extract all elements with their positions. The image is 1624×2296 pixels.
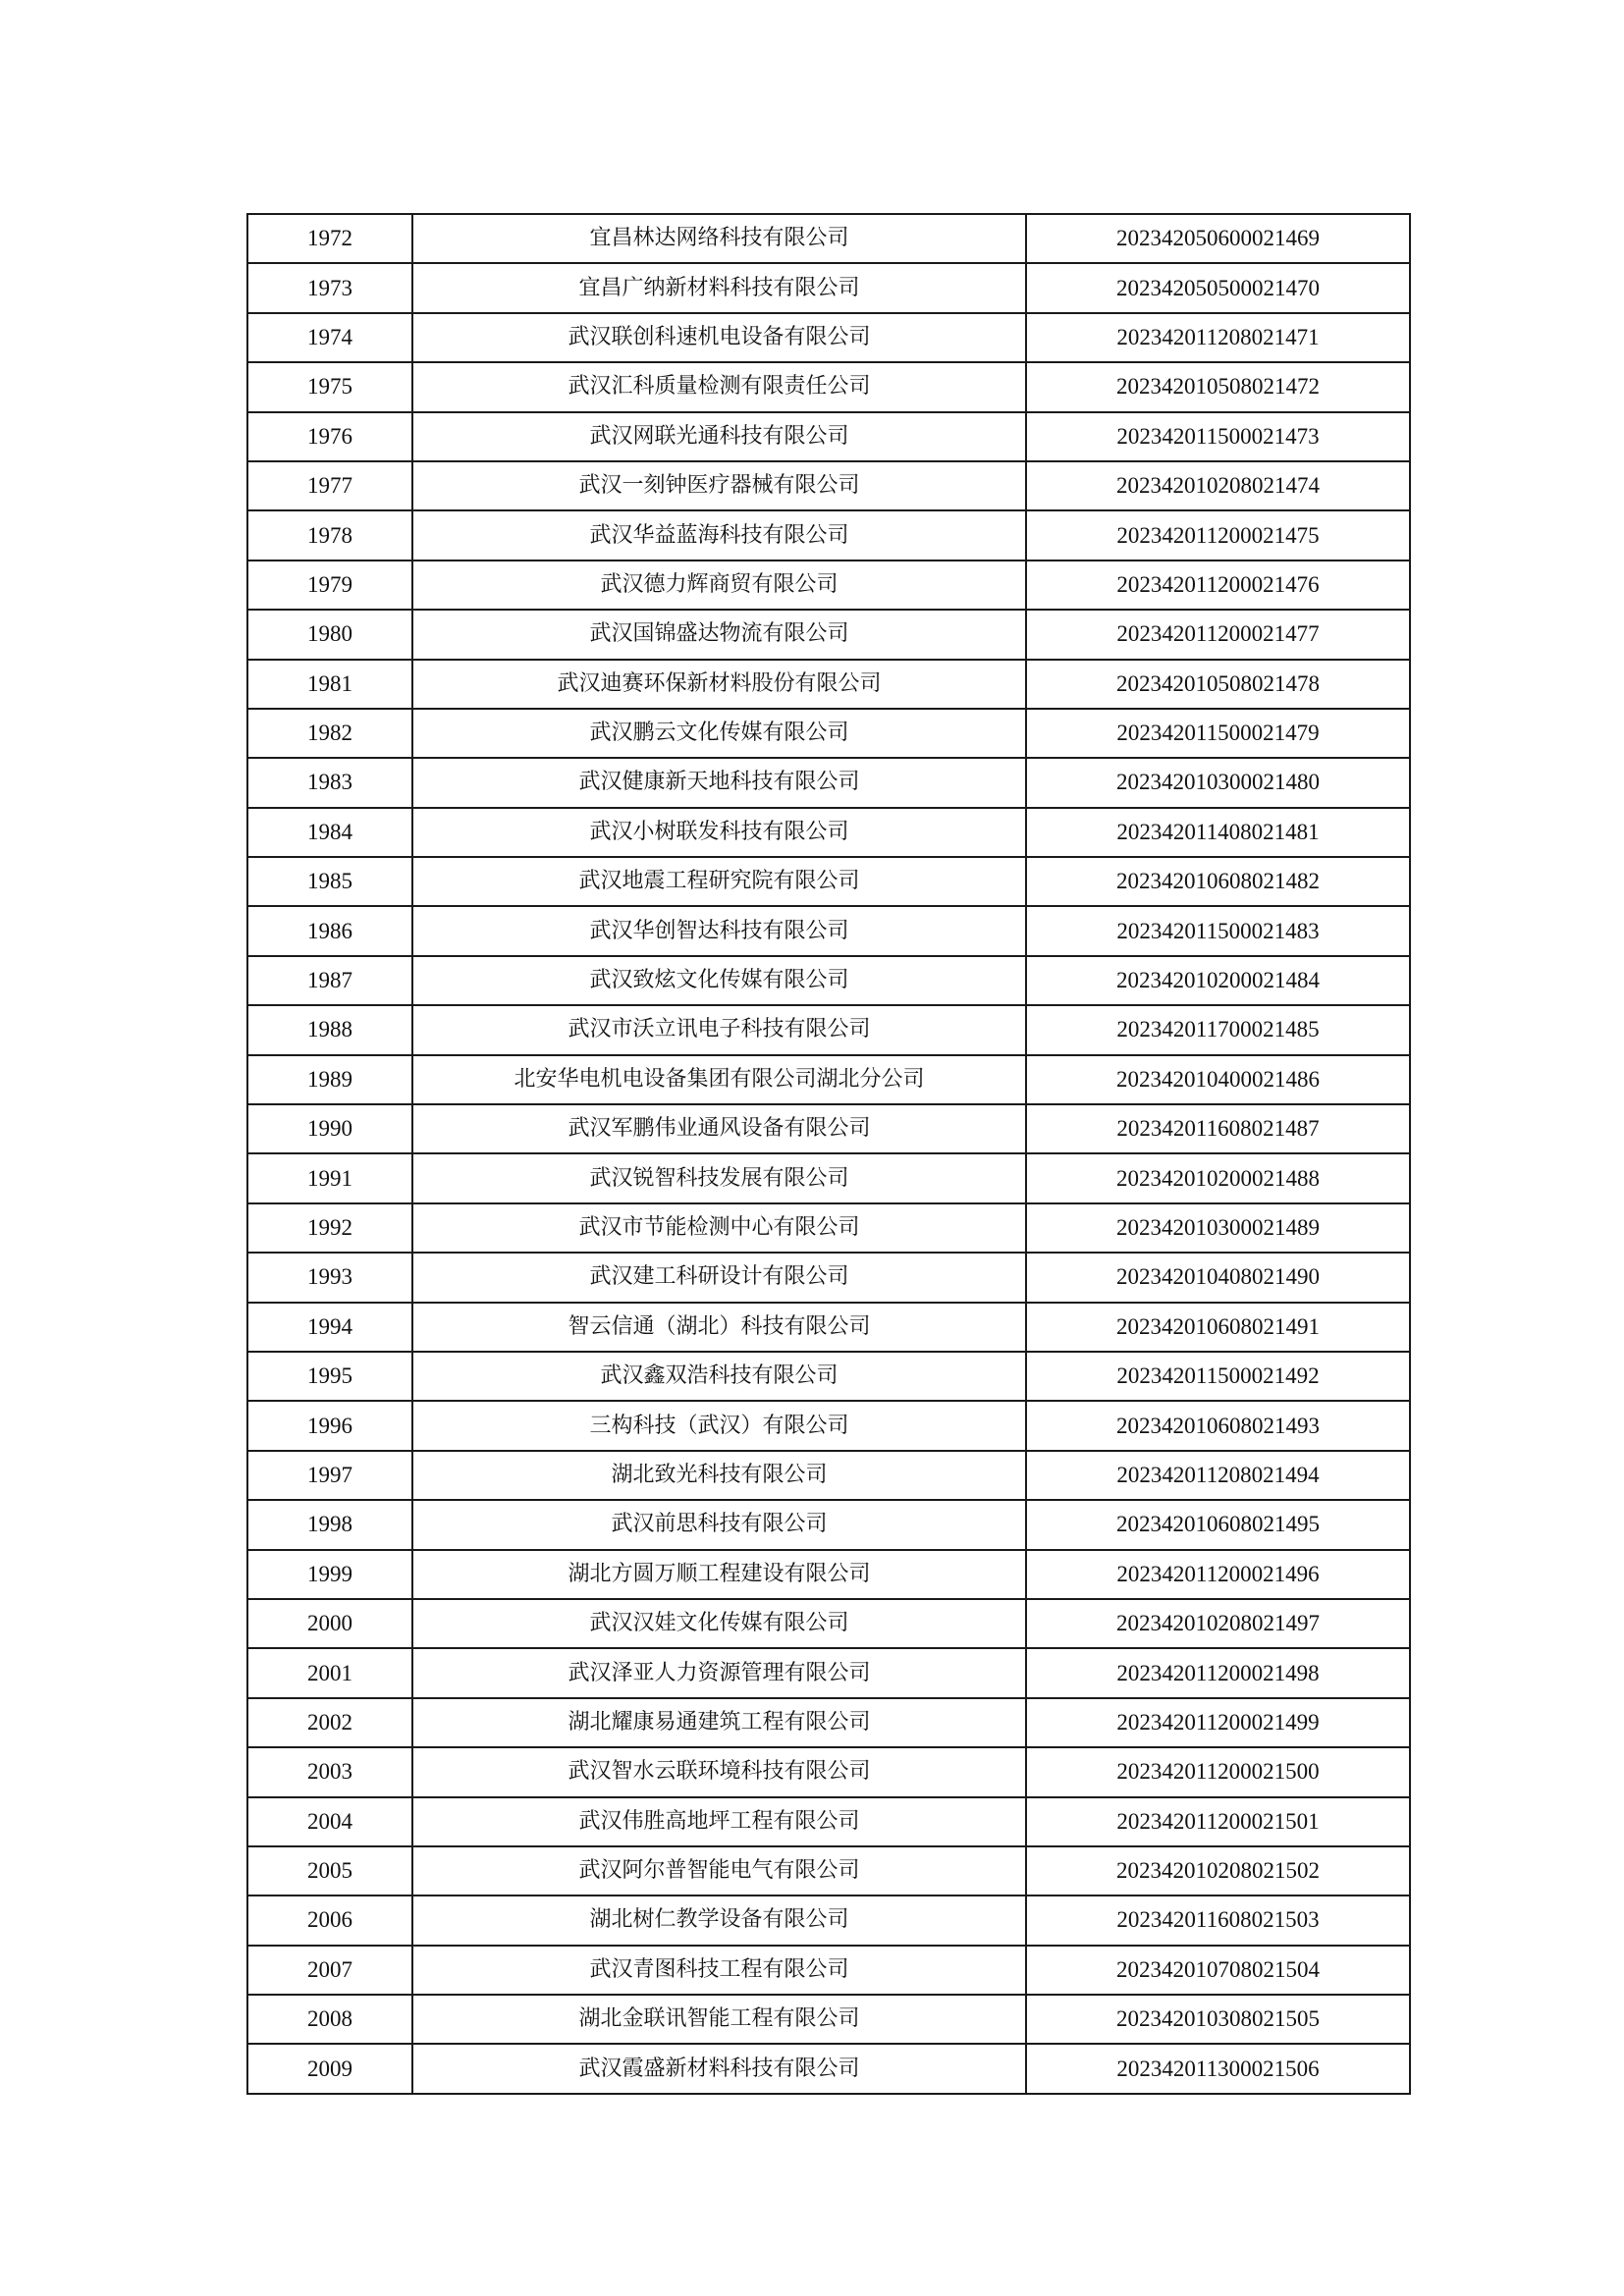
registration-code-cell: 202342010708021504 (1026, 1946, 1410, 1995)
serial-number-cell: 1974 (247, 313, 412, 362)
table-row (247, 461, 1410, 510)
table-row (247, 1550, 1410, 1599)
registration-code-cell: 202342011200021475 (1026, 510, 1410, 560)
company-name-cell: 武汉联创科速机电设备有限公司 (412, 313, 1026, 362)
table-row (247, 1055, 1410, 1104)
registration-code-cell: 202342011200021500 (1026, 1747, 1410, 1796)
serial-number-cell: 2006 (247, 1896, 412, 1945)
company-name-cell: 武汉锐智科技发展有限公司 (412, 1153, 1026, 1202)
table-row (247, 1401, 1410, 1450)
company-name-cell: 湖北树仁教学设备有限公司 (412, 1896, 1026, 1945)
table-row (247, 1303, 1410, 1352)
company-name-cell: 宜昌广纳新材料科技有限公司 (412, 263, 1026, 312)
registration-code-cell: 202342010608021482 (1026, 857, 1410, 906)
company-name-cell: 武汉市节能检测中心有限公司 (412, 1203, 1026, 1253)
serial-number-cell: 1978 (247, 510, 412, 560)
table-row (247, 1648, 1410, 1697)
table-row (247, 660, 1410, 709)
table-row (247, 610, 1410, 659)
serial-number-cell: 1994 (247, 1303, 412, 1352)
table-row (247, 956, 1410, 1005)
table-row (247, 1599, 1410, 1648)
registration-code-cell: 202342010300021489 (1026, 1203, 1410, 1253)
company-name-cell: 武汉青图科技工程有限公司 (412, 1946, 1026, 1995)
table-row (247, 1896, 1410, 1945)
serial-number-cell: 1977 (247, 461, 412, 510)
table-row (247, 1500, 1410, 1549)
company-name-cell: 武汉霞盛新材料科技有限公司 (412, 2044, 1026, 2093)
company-name-cell: 湖北耀康易通建筑工程有限公司 (412, 1698, 1026, 1747)
company-name-cell: 武汉阿尔普智能电气有限公司 (412, 1846, 1026, 1896)
serial-number-cell: 1987 (247, 956, 412, 1005)
company-name-cell: 武汉建工科研设计有限公司 (412, 1253, 1026, 1302)
registration-code-cell: 202342011608021503 (1026, 1896, 1410, 1945)
serial-number-cell: 1975 (247, 362, 412, 411)
company-name-cell: 武汉华创智达科技有限公司 (412, 906, 1026, 955)
registration-code-cell: 202342010408021490 (1026, 1253, 1410, 1302)
serial-number-cell: 1976 (247, 412, 412, 461)
company-name-cell: 武汉市沃立讯电子科技有限公司 (412, 1005, 1026, 1054)
table-row (247, 1797, 1410, 1846)
registration-code-cell: 202342011408021481 (1026, 808, 1410, 857)
company-name-cell: 武汉汇科质量检测有限责任公司 (412, 362, 1026, 411)
serial-number-cell: 1997 (247, 1451, 412, 1500)
registration-code-cell: 202342011208021471 (1026, 313, 1410, 362)
table-row (247, 1005, 1410, 1054)
registration-code-cell: 202342010608021495 (1026, 1500, 1410, 1549)
registration-code-cell: 202342011200021477 (1026, 610, 1410, 659)
registration-code-cell: 202342010200021484 (1026, 956, 1410, 1005)
serial-number-cell: 1996 (247, 1401, 412, 1450)
company-name-cell: 武汉地震工程研究院有限公司 (412, 857, 1026, 906)
company-name-cell: 武汉小树联发科技有限公司 (412, 808, 1026, 857)
table-row (247, 1253, 1410, 1302)
company-name-cell: 宜昌林达网络科技有限公司 (412, 214, 1026, 263)
table-row (247, 758, 1410, 807)
table-row (247, 1747, 1410, 1796)
serial-number-cell: 1989 (247, 1055, 412, 1104)
serial-number-cell: 1993 (247, 1253, 412, 1302)
company-name-cell: 武汉一刻钟医疗器械有限公司 (412, 461, 1026, 510)
registration-code-cell: 202342011208021494 (1026, 1451, 1410, 1500)
registration-code-cell: 202342011200021476 (1026, 561, 1410, 610)
serial-number-cell: 1991 (247, 1153, 412, 1202)
table-row (247, 510, 1410, 560)
serial-number-cell: 2004 (247, 1797, 412, 1846)
table-row (247, 1153, 1410, 1202)
company-name-cell: 智云信通（湖北）科技有限公司 (412, 1303, 1026, 1352)
serial-number-cell: 1983 (247, 758, 412, 807)
registration-code-cell: 202342011700021485 (1026, 1005, 1410, 1054)
serial-number-cell: 1981 (247, 660, 412, 709)
registration-code-cell: 202342010200021488 (1026, 1153, 1410, 1202)
company-name-cell: 武汉泽亚人力资源管理有限公司 (412, 1648, 1026, 1697)
registration-code-cell: 202342010208021474 (1026, 461, 1410, 510)
serial-number-cell: 1982 (247, 709, 412, 758)
company-name-cell: 武汉鑫双浩科技有限公司 (412, 1352, 1026, 1401)
table-row (247, 1698, 1410, 1747)
company-name-cell: 武汉德力辉商贸有限公司 (412, 561, 1026, 610)
serial-number-cell: 1999 (247, 1550, 412, 1599)
table-body (247, 214, 1410, 2094)
company-name-cell: 湖北金联讯智能工程有限公司 (412, 1995, 1026, 2044)
serial-number-cell: 1972 (247, 214, 412, 263)
company-list-table (246, 213, 1411, 2095)
company-name-cell: 武汉前思科技有限公司 (412, 1500, 1026, 1549)
registration-code-cell: 202342011200021496 (1026, 1550, 1410, 1599)
registration-code-cell: 202342010508021478 (1026, 660, 1410, 709)
registration-code-cell: 202342050600021469 (1026, 214, 1410, 263)
table-row (247, 906, 1410, 955)
company-name-cell: 武汉汉娃文化传媒有限公司 (412, 1599, 1026, 1648)
serial-number-cell: 2009 (247, 2044, 412, 2093)
table-row (247, 1995, 1410, 2044)
table-row (247, 561, 1410, 610)
table-row (247, 313, 1410, 362)
table-row (247, 1946, 1410, 1995)
registration-code-cell: 202342011500021492 (1026, 1352, 1410, 1401)
serial-number-cell: 2001 (247, 1648, 412, 1697)
company-name-cell: 武汉迪赛环保新材料股份有限公司 (412, 660, 1026, 709)
registration-code-cell: 202342010208021497 (1026, 1599, 1410, 1648)
serial-number-cell: 1984 (247, 808, 412, 857)
company-name-cell: 武汉网联光通科技有限公司 (412, 412, 1026, 461)
table-row (247, 412, 1410, 461)
table-row (247, 808, 1410, 857)
serial-number-cell: 1985 (247, 857, 412, 906)
registration-code-cell: 202342011300021506 (1026, 2044, 1410, 2093)
serial-number-cell: 1973 (247, 263, 412, 312)
serial-number-cell: 1990 (247, 1104, 412, 1153)
registration-code-cell: 202342011500021483 (1026, 906, 1410, 955)
registration-code-cell: 202342010300021480 (1026, 758, 1410, 807)
company-name-cell: 武汉伟胜高地坪工程有限公司 (412, 1797, 1026, 1846)
table-row (247, 1451, 1410, 1500)
table-row (247, 709, 1410, 758)
company-name-cell: 北安华电机电设备集团有限公司湖北分公司 (412, 1055, 1026, 1104)
company-name-cell: 武汉智水云联环境科技有限公司 (412, 1747, 1026, 1796)
serial-number-cell: 2000 (247, 1599, 412, 1648)
serial-number-cell: 1988 (247, 1005, 412, 1054)
registration-code-cell: 202342010208021502 (1026, 1846, 1410, 1896)
registration-code-cell: 202342011200021501 (1026, 1797, 1410, 1846)
registration-code-cell: 202342011200021499 (1026, 1698, 1410, 1747)
registration-code-cell: 202342011500021473 (1026, 412, 1410, 461)
registration-code-cell: 202342010308021505 (1026, 1995, 1410, 2044)
table-row (247, 214, 1410, 263)
company-name-cell: 湖北致光科技有限公司 (412, 1451, 1026, 1500)
serial-number-cell: 1986 (247, 906, 412, 955)
table-row (247, 263, 1410, 312)
table-row (247, 2044, 1410, 2093)
company-name-cell: 武汉致炫文化传媒有限公司 (412, 956, 1026, 1005)
company-name-cell: 湖北方圆万顺工程建设有限公司 (412, 1550, 1026, 1599)
serial-number-cell: 2005 (247, 1846, 412, 1896)
table-row (247, 857, 1410, 906)
serial-number-cell: 2008 (247, 1995, 412, 2044)
table-row (247, 1203, 1410, 1253)
serial-number-cell: 1992 (247, 1203, 412, 1253)
company-name-cell: 武汉军鹏伟业通风设备有限公司 (412, 1104, 1026, 1153)
registration-code-cell: 202342010400021486 (1026, 1055, 1410, 1104)
table-row (247, 1846, 1410, 1896)
registration-code-cell: 202342011500021479 (1026, 709, 1410, 758)
company-name-cell: 武汉华益蓝海科技有限公司 (412, 510, 1026, 560)
registration-code-cell: 202342010608021493 (1026, 1401, 1410, 1450)
table-row (247, 362, 1410, 411)
registration-code-cell: 202342011608021487 (1026, 1104, 1410, 1153)
serial-number-cell: 1980 (247, 610, 412, 659)
table-row (247, 1352, 1410, 1401)
serial-number-cell: 1979 (247, 561, 412, 610)
serial-number-cell: 2003 (247, 1747, 412, 1796)
registration-code-cell: 202342010608021491 (1026, 1303, 1410, 1352)
serial-number-cell: 1995 (247, 1352, 412, 1401)
company-name-cell: 武汉健康新天地科技有限公司 (412, 758, 1026, 807)
company-name-cell: 武汉鹏云文化传媒有限公司 (412, 709, 1026, 758)
registration-code-cell: 202342050500021470 (1026, 263, 1410, 312)
table-row (247, 1104, 1410, 1153)
registration-code-cell: 202342010508021472 (1026, 362, 1410, 411)
serial-number-cell: 1998 (247, 1500, 412, 1549)
company-name-cell: 武汉国锦盛达物流有限公司 (412, 610, 1026, 659)
company-name-cell: 三构科技（武汉）有限公司 (412, 1401, 1026, 1450)
registration-code-cell: 202342011200021498 (1026, 1648, 1410, 1697)
serial-number-cell: 2007 (247, 1946, 412, 1995)
serial-number-cell: 2002 (247, 1698, 412, 1747)
